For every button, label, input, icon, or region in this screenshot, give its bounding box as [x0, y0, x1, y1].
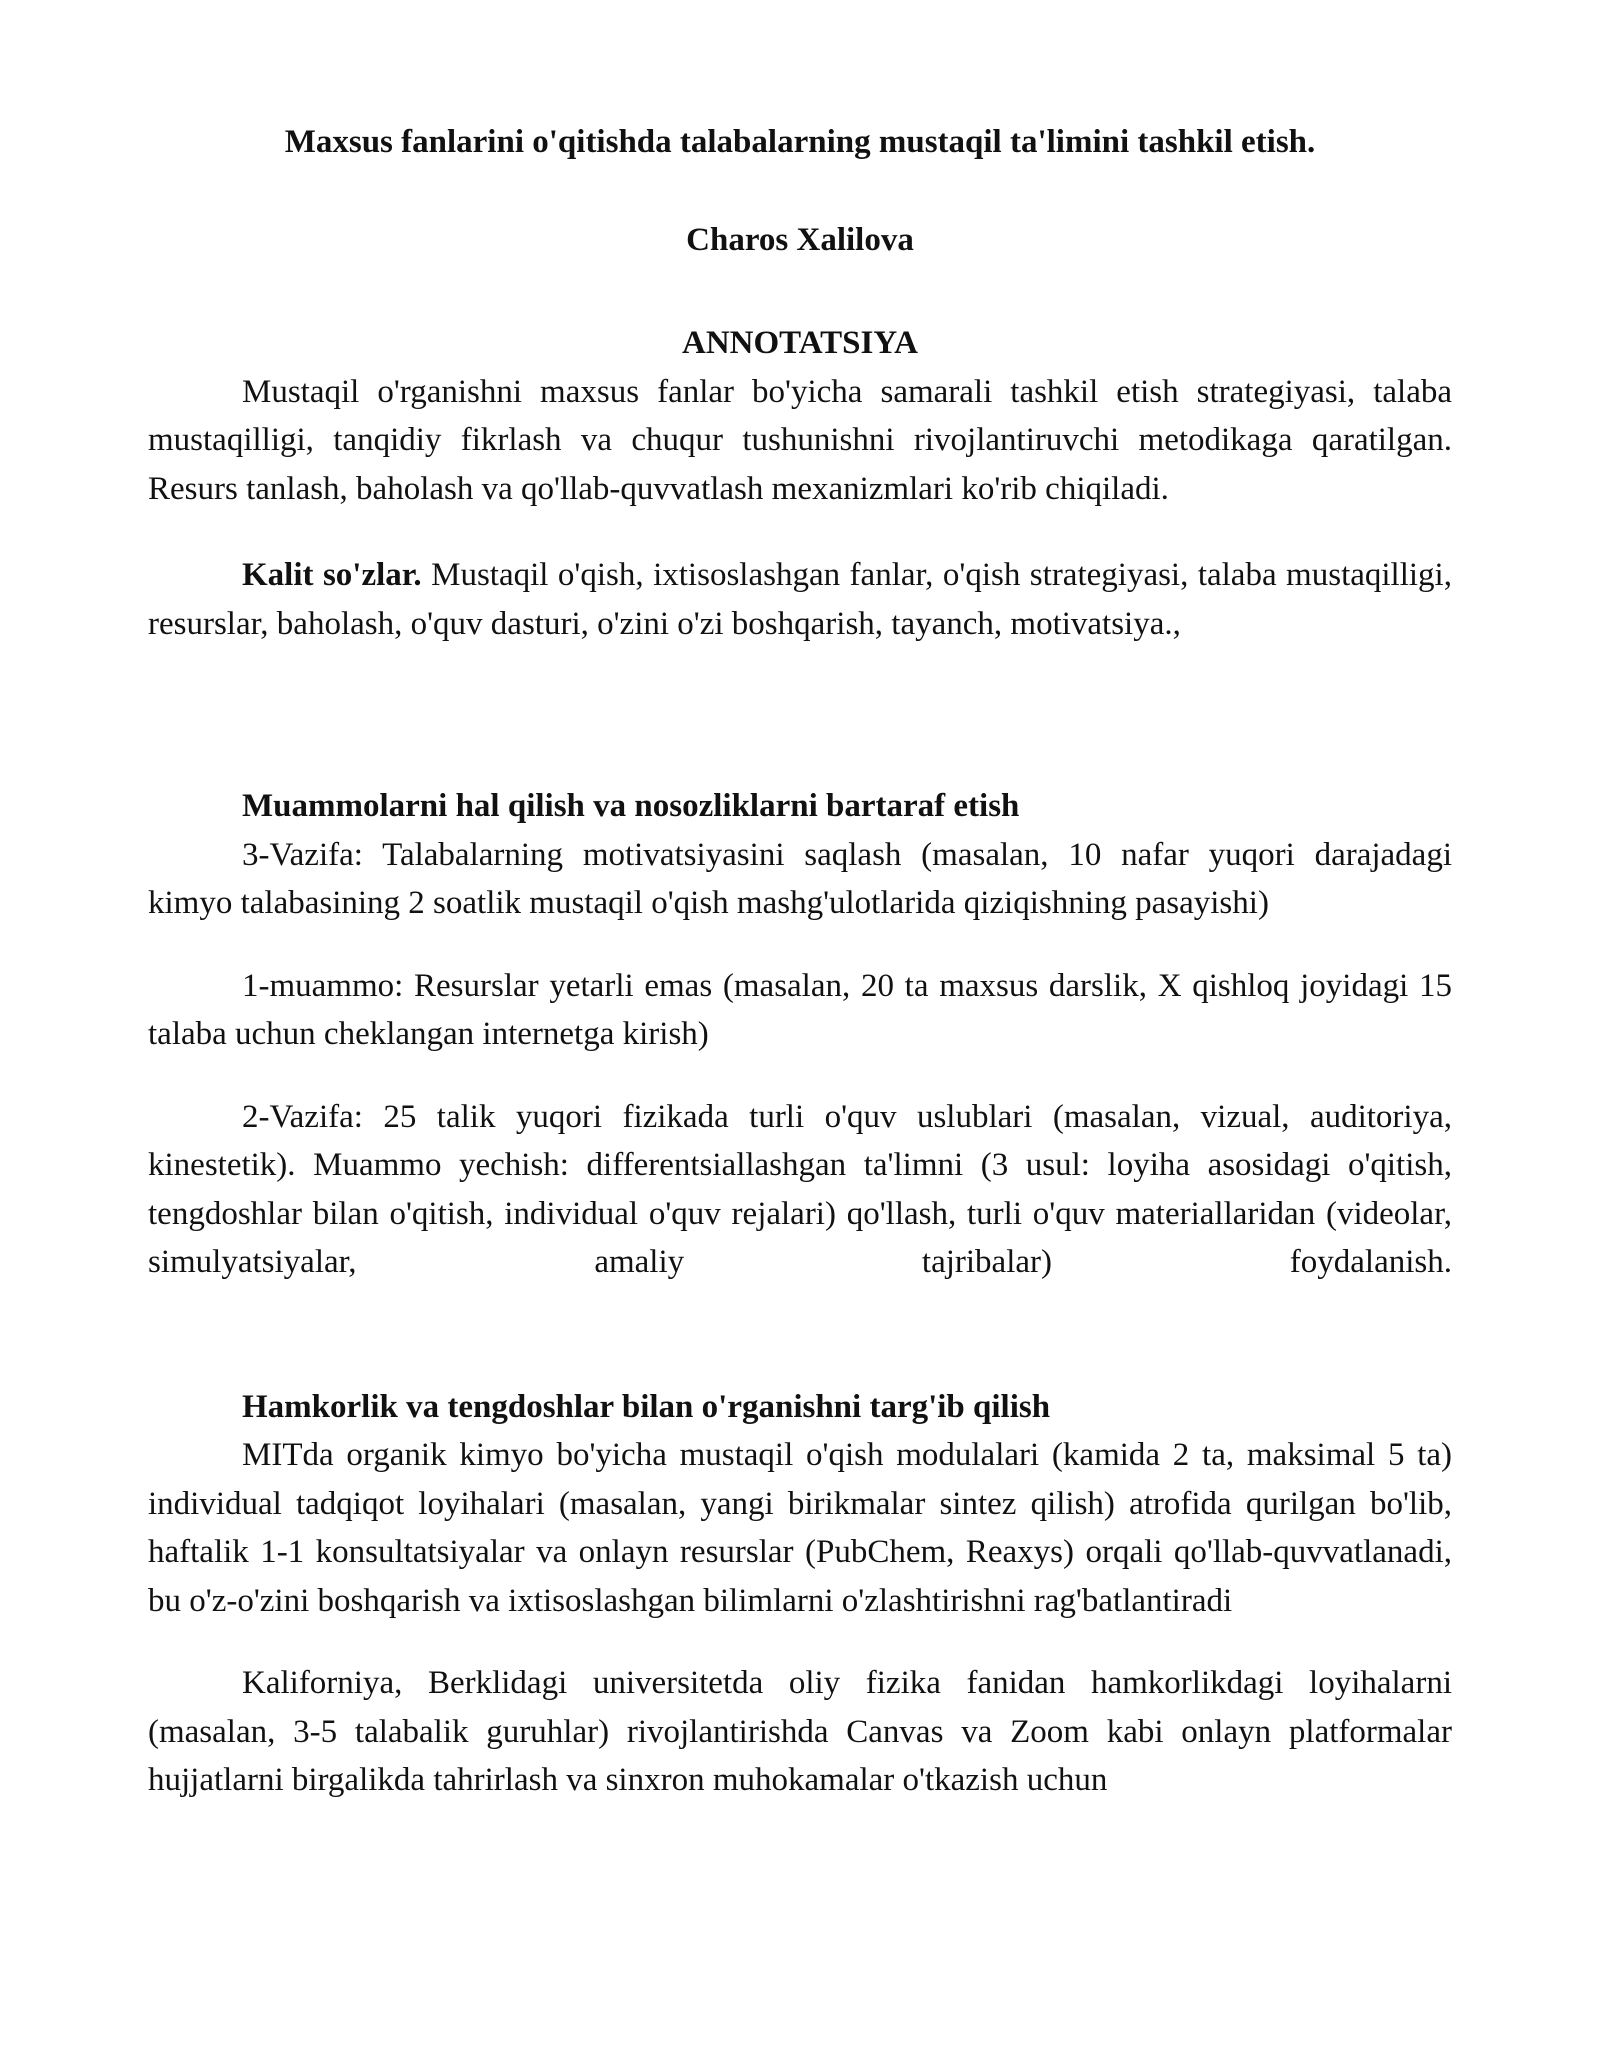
section2-paragraph-1: MITda organik kimyo bo'yicha mustaqil o'qish modulalari (kamida 2 ta, maksimal 5 ta) individual tadqiqot loyihalari (masalan, yangi birikmalar sintez qilish) atrofida qurilgan bo'lib, haftalik 1-1 konsultatsiyalar va onlayn resurslar (PubChem, Reaxys) orqali qo'llab-quvvatlanadi, bu o'z-o'zini boshqarish va ixtisoslashgan bilimlarni o'zlashtirishni rag'batlantiradi: [148, 1437, 1452, 1619]
annotation-heading: ANNOTATSIYA: [682, 325, 918, 361]
section1-paragraph-3: 2-Vazifa: 25 talik yuqori fizikada turli o'quv uslublari (masalan, vizual, auditoriya, kinestetik). Muammo yechish: differentsiallashgan ta'limni (3 usul: loyiha asosidagi o'qitish, tengdoshlar bilan o'qitish, individual o'quv rejalari) qo'llash, turli o'quv materiallaridan (videolar, simulyatsiyalar, amaliy tajribalar) foydalanish.: [148, 1098, 1452, 1280]
section2-paragraph-2: Kaliforniya, Berklidagi universitetda oliy fizika fanidan hamkorlikdagi loyihalarni (masalan, 3-5 talabalik guruhlar) rivojlantirishda Canvas va Zoom kabi onlayn platformalar hujjatlarni birgalikda tahrirlash va sinxron muhokamalar o'tkazish uchun: [148, 1665, 1452, 1798]
document-title: Maxsus fanlarini o'qitishda talabalarning mustaqil ta'limini tashkil etish.: [284, 124, 1316, 160]
section-heading-problems: Muammolarni hal qilish va nosozliklarni bartaraf etish: [242, 788, 1020, 824]
annotation-text: Mustaqil o'rganishni maxsus fanlar bo'yicha samarali tashkil etish strategiyasi, talaba mustaqilligi, tanqidiy fikrlash va chuqur tushunishni rivojlantiruvchi metodikaga qaratilgan. Resurs tanlash, baholash va qo'llab-quvvatlash mexanizmlari ko'rib chiqiladi.: [148, 373, 1452, 507]
keywords-paragraph: [148, 551, 1452, 648]
author-name: Charos Xalilova: [686, 221, 914, 258]
keywords-text: Mustaqil o'qish, ixtisoslashgan fanlar, o'qish strategiyasi, talaba mustaqilligi, resurslar, baholash, o'quv dasturi, o'zini o'zi boshqarish, tayanch, motivatsiya.,: [148, 557, 1452, 642]
section-heading-collaboration: Hamkorlik va tengdoshlar bilan o'rganishni targ'ib qilish: [242, 1388, 1051, 1425]
keywords-label: Kalit so'zlar.: [242, 557, 422, 593]
section1-paragraph-2: 1-muammo: Resurslar yetarli emas (masalan, 20 ta maxsus darslik, X qishloq joyidagi 15 talaba uchun cheklangan internetga kirish): [148, 967, 1452, 1052]
section1-paragraph-1: 3-Vazifa: Talabalarning motivatsiyasini saqlash (masalan, 10 nafar yuqori darajadagi kimyo talabasining 2 soatlik mustaqil o'qish mashg'ulotlarida qiziqishning pasayishi): [148, 836, 1452, 921]
document-page: [148, 118, 1452, 1805]
